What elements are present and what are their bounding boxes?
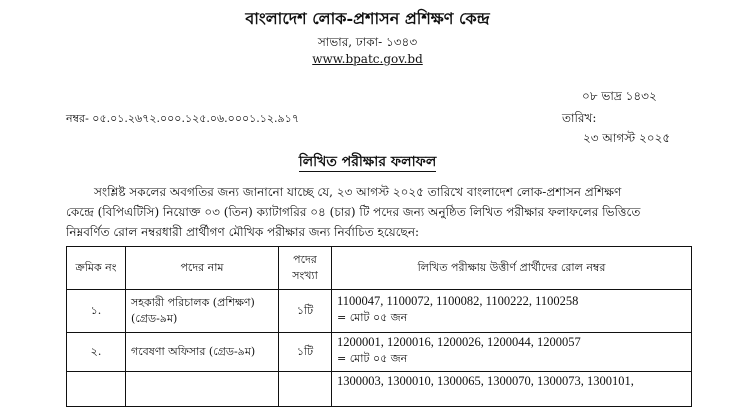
row-roll-numbers: 1200001, 1200016, 1200026, 1200044, 1200057 (337, 335, 581, 349)
row-total: = মোট ০৫ জন (337, 352, 408, 365)
document-title-wrapper (0, 150, 735, 174)
row-serial (67, 372, 126, 407)
row-total: = মোট ০৫ জন (337, 311, 408, 324)
notice-line-1: সংশ্লিষ্ট সকলের অবগতির জন্য জানানো যাচ্ছে যে, ২৩ আগস্ট ২০২৫ তারিখে বাংলাদেশ লোক-প্রশাসন প্রশিক্ষণ (94, 185, 622, 199)
header-roll-numbers: লিখিত পরীক্ষায় উত্তীর্ণ প্রার্থীদের রোল নম্বর (332, 247, 692, 290)
notice-body (66, 182, 692, 242)
row-post-count: ১টি (279, 333, 332, 372)
website-link[interactable]: www.bpatc.gov.bd (312, 52, 423, 66)
row-post-count: ১টি (279, 290, 332, 333)
table-row (67, 372, 692, 407)
date-label: তারিখ: (562, 111, 597, 125)
row-serial: ১. (67, 290, 126, 333)
memo-number: নম্বর- ০৫.০১.২৬৭২.০০০.১২৫.০৬.০০০১.১২.৯১৭ (66, 112, 299, 125)
table-header-row (67, 247, 692, 290)
row-roll-cell (332, 372, 692, 407)
row-roll-numbers: 1100047, 1100072, 1100082, 1100222, 1100258 (337, 294, 579, 308)
notice-line-3: নিম্নবর্ণিত রোল নম্বরধারী প্রার্থীগণ মৌখিক পরীক্ষার জন্য নির্বাচিত হয়েছেন: (66, 225, 420, 239)
header-post-name: পদের নাম (126, 247, 279, 290)
row-roll-numbers: 1300003, 1300010, 1300065, 1300070, 1300073, 1300101, (337, 374, 634, 388)
table-row (67, 290, 692, 333)
row-post-name: সহকারী পরিচালক (প্রশিক্ষণ) (গ্রেড-৯ম) (126, 290, 279, 333)
notice-line-2: কেন্দ্রে (বিপিএটিসি) নিয়োক্ত ০৩ (তিন) ক্যাটাগরির ০৪ (চার) টি পদের জন্য অনুষ্ঠিত লিখিত পরীক্ষার ফলাফলের ভিত্তিতে (66, 205, 641, 219)
row-post-name (126, 372, 279, 407)
date-bangla: ০৮ ভাদ্র ১৪৩২ (582, 89, 657, 103)
row-serial: ২. (67, 333, 126, 372)
date-gregorian: ২৩ আগস্ট ২০২৫ (583, 131, 671, 145)
row-roll-cell (332, 333, 692, 372)
organization-name: বাংলাদেশ লোক-প্রশাসন প্রশিক্ষণ কেন্দ্র (245, 9, 490, 28)
header-serial: ক্রমিক নং (67, 247, 126, 290)
row-post-count (279, 372, 332, 407)
table-row (67, 333, 692, 372)
results-table (66, 246, 692, 407)
row-roll-cell (332, 290, 692, 333)
row-post-name: গবেষণা অফিসার (গ্রেড-৯ম) (126, 333, 279, 372)
document-title: লিখিত পরীক্ষার ফলাফল (298, 154, 437, 170)
organization-address: সাভার, ঢাকা- ১৩৪৩ (317, 35, 418, 49)
header-post-count: পদের সংখ্যা (279, 247, 332, 290)
